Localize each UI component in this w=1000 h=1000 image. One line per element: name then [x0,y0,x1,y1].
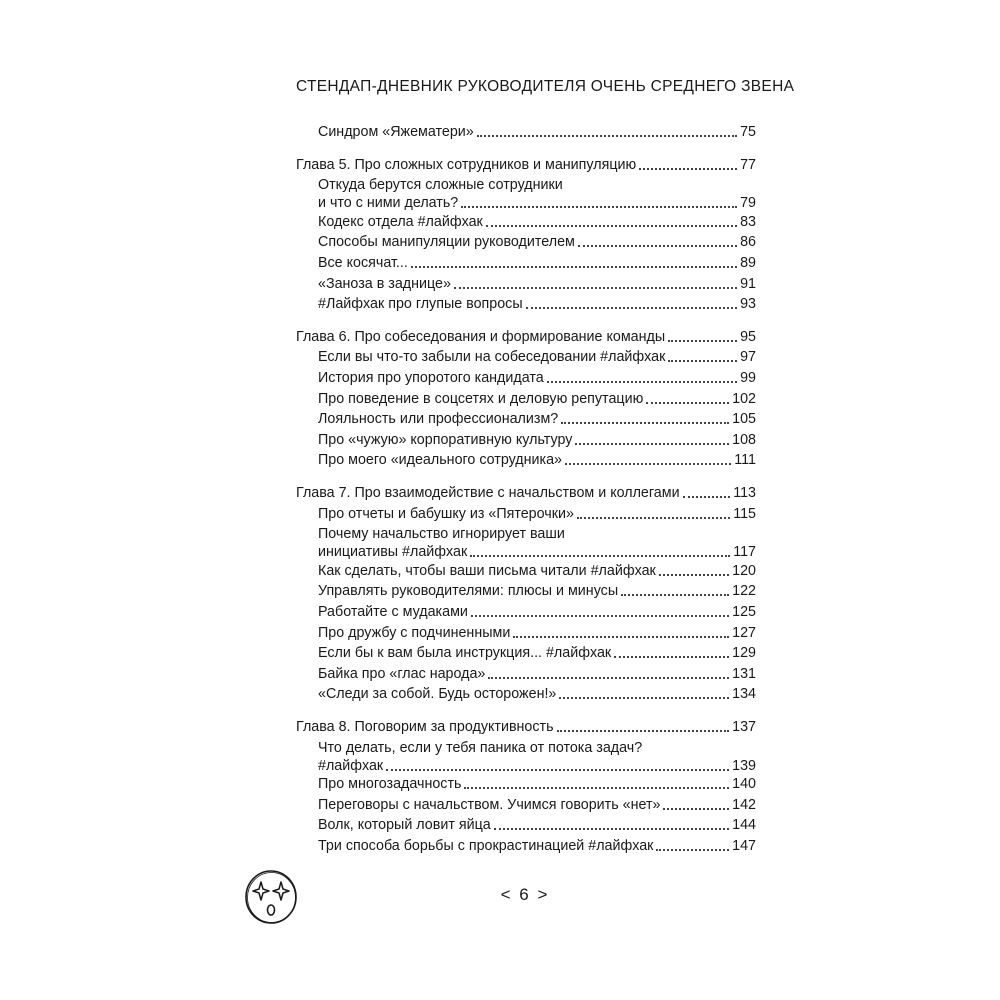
toc-entry [318,582,756,600]
dot-leader [470,555,730,557]
toc-entry-title: Волк, который ловит яйца [318,817,491,834]
toc-page-number: 139 [732,757,756,774]
toc-entry [318,644,756,662]
toc-page-number: 115 [733,505,756,522]
dot-leader [454,287,737,289]
toc-entry-title: Как сделать, чтобы ваши письма читали #лайфхак [318,562,656,579]
dot-leader [561,422,729,424]
toc-page-number: 93 [740,296,756,313]
toc-entry [318,390,756,408]
toc-entry [318,525,756,561]
toc-entry-title: «Следи за собой. Будь осторожен!» [318,686,557,703]
toc-entry [318,505,756,523]
toc-page-number: 111 [734,452,756,469]
toc-entry-title: «Заноза в заднице» [318,275,451,292]
toc-entry-title: инициативы #лайфхак [318,544,468,561]
toc-entry-title: Байка про «глас народа» [318,665,486,682]
toc-entry [318,775,756,793]
dot-leader [639,168,737,170]
toc-page-number: 125 [732,604,756,620]
dot-leader [471,615,729,617]
toc-entry [318,665,756,683]
toc-page-number: 86 [740,234,756,251]
toc-entry [318,685,756,703]
toc-entry-title: Про многозадачность [318,776,462,793]
toc-entry-title: Кодекс отдела #лайфхак [318,213,483,230]
toc-chapter [296,484,756,502]
toc-entry [318,816,756,834]
toc-entry-title: Три способа борьбы с прокрастинацией #лайфхак [318,838,654,854]
dot-leader [488,677,729,679]
dot-leader [411,266,737,268]
dot-leader [614,656,729,658]
toc-page-number: 117 [733,544,756,561]
dot-leader [575,443,729,445]
dot-leader [668,360,737,362]
toc-page-number: 95 [740,328,756,345]
dot-leader [547,381,737,383]
dot-leader [559,697,729,699]
toc-entry [318,562,756,580]
toc-entry [318,603,756,621]
toc-page-number: 75 [740,124,756,140]
toc-entry-title: #Лайфхак про глупые вопросы [318,296,523,313]
toc-entry-title: Способы манипуляции руководителем [318,234,575,251]
dot-leader [464,787,729,789]
toc-page-number: 89 [740,255,756,271]
dot-leader [486,225,737,227]
toc-page-number: 108 [732,431,756,448]
toc-entry [318,176,756,212]
toc-entry-title: #лайфхак [318,757,384,774]
toc-entry-title: Что делать, если у тебя паника от потока задач? [318,739,643,756]
toc-entry-title: Если бы к вам была инструкция... #лайфхак [318,645,612,662]
toc-entry-title: Почему начальство игнорирует ваши [318,526,565,543]
toc-page-number: 140 [732,776,756,793]
toc-page-number: 142 [732,796,756,813]
dot-leader [656,849,729,851]
toc-entry-title: Глава 7. Про взаимодействие с начальством и коллегами [296,485,680,501]
dot-leader [621,594,729,596]
toc-entry [318,233,756,251]
toc-entry-title: Работайте с мудаками [318,604,468,620]
dot-leader [513,636,729,638]
dot-leader [494,828,729,830]
toc-entry-title: Лояльность или профессионализм? [318,411,559,428]
toc-page-number: 79 [740,195,756,212]
toc-entry [318,254,756,272]
dot-leader [663,808,729,810]
toc-page-number: 105 [732,411,756,428]
toc-page-number: 134 [732,686,756,703]
toc-entry [318,295,756,313]
toc-entry-title: Синдром «Яжематери» [318,124,474,140]
dot-leader [646,402,729,404]
toc-page-number: 131 [732,665,756,682]
toc-entry-title: Про дружбу с подчиненными [318,624,511,641]
toc-entry-title: Глава 6. Про собеседования и формирование команды [296,328,666,345]
toc-entry [318,410,756,428]
toc-page-number: 144 [732,817,756,834]
toc-entry-title: Управлять руководителями: плюсы и минусы [318,583,619,600]
toc-entry [318,369,756,387]
toc-chapter [296,718,756,736]
dot-leader [683,496,731,498]
toc-entry-title: Откуда берутся сложные сотрудники [318,177,563,194]
toc-entry-title: Глава 8. Поговорим за продуктивность [296,719,554,735]
dot-leader [668,340,737,342]
toc-page-number: 147 [732,838,756,854]
toc-page-number: 97 [740,349,756,366]
toc-entry-title: Про моего «идеального сотрудника» [318,452,563,469]
page-header: СТЕНДАП-ДНЕВНИК РУКОВОДИТЕЛЯ ОЧЕНЬ СРЕДНЕГО ЗВЕНА [296,78,795,95]
toc-entry [318,275,756,293]
toc-entry-title: Про поведение в соцсетях и деловую репутацию [318,390,644,407]
page-number: < 6 > [500,885,550,904]
toc-entry-title: История про упоротого кандидата [318,370,544,386]
toc-entry [318,739,756,775]
toc-page-number: 129 [732,645,756,662]
toc-entry [318,796,756,814]
toc-chapter [296,156,756,174]
dot-leader [557,730,730,732]
toc-page-number: 91 [740,275,756,292]
toc-page-number: 99 [740,370,756,386]
toc-entry [318,451,756,469]
toc-entry [318,348,756,366]
dot-leader [526,307,737,309]
toc-entry [318,431,756,449]
toc-entry-title: Про отчеты и бабушку из «Пятерочки» [318,505,574,522]
toc-page-number: 83 [740,213,756,230]
toc-entry-title: Если вы что-то забыли на собеседовании #лайфхак [318,349,666,366]
toc-entry [318,837,756,855]
toc-chapter [296,328,756,346]
toc-entry [318,123,756,141]
toc-entry [318,624,756,642]
toc-page-number: 137 [732,719,756,735]
dot-leader [565,463,731,465]
surprised-face-icon [243,868,299,926]
dot-leader [461,206,737,208]
toc-page-number: 122 [732,583,756,600]
toc-entry-title: Про «чужую» корпоративную культуру [318,431,573,448]
dot-leader [578,245,737,247]
dot-leader [386,769,729,771]
dot-leader [577,517,730,519]
toc-entry-title: и что с ними делать? [318,195,459,212]
toc-entry-title: Все косячат... [318,255,408,271]
dot-leader [659,574,729,576]
toc-page-number: 77 [740,156,756,173]
toc-entry-title: Глава 5. Про сложных сотрудников и манипуляцию [296,156,637,173]
toc-entry [318,213,756,231]
toc-page-number: 102 [732,390,756,407]
dot-leader [477,135,737,137]
toc-page-number: 120 [732,562,756,579]
toc-page-number: 113 [733,485,756,501]
toc-page-number: 127 [732,624,756,641]
toc-entry-title: Переговоры с начальством. Учимся говорить «нет» [318,796,661,813]
